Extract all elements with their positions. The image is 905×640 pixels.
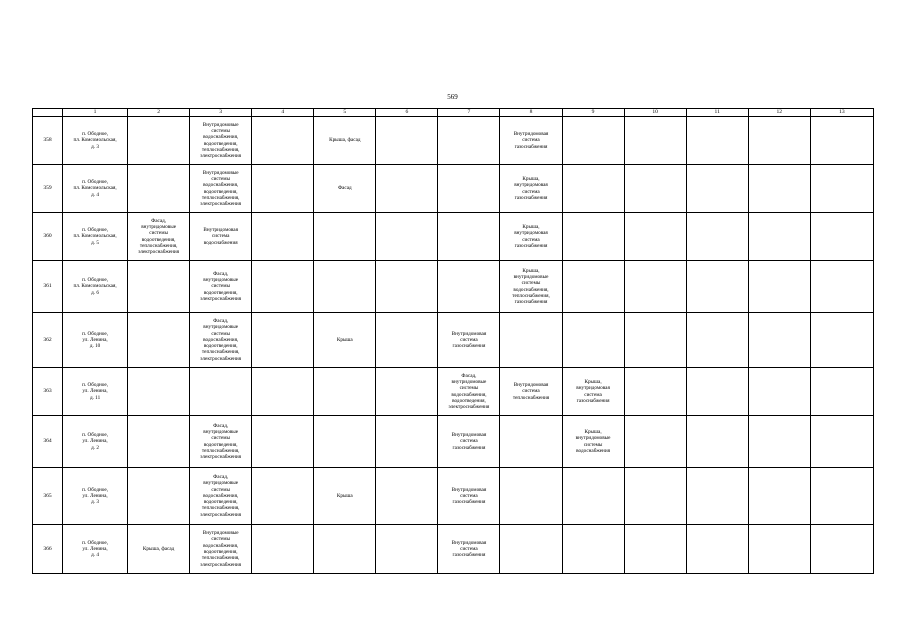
column-header: 5 <box>314 109 376 117</box>
table-cell <box>252 416 314 468</box>
table-cell <box>376 416 438 468</box>
table-cell <box>128 313 190 368</box>
table-cell <box>686 525 748 574</box>
table-cell: Внутридомовая система теплоснабжения <box>500 368 562 416</box>
row-number-cell: 358 <box>33 117 63 165</box>
table-cell <box>686 117 748 165</box>
table-cell <box>562 468 624 525</box>
table-row <box>33 368 874 416</box>
table-row <box>33 165 874 213</box>
column-header: 6 <box>376 109 438 117</box>
table-cell <box>624 117 686 165</box>
table-cell <box>624 313 686 368</box>
row-number-cell: 360 <box>33 213 63 261</box>
table-cell: Внутридомовые системы водоснабжения, водоотведения, теплоснабжения, электроснабжения <box>190 165 252 213</box>
column-header: 3 <box>190 109 252 117</box>
table-cell <box>624 165 686 213</box>
table-cell: Внутридомовая система газоснабжения <box>438 416 500 468</box>
table-cell <box>500 468 562 525</box>
table-cell <box>562 261 624 313</box>
column-header: 8 <box>500 109 562 117</box>
address-cell: п. Ободное, пл. Комсомольская, д. 4 <box>63 165 128 213</box>
table-cell: Внутридомовая система газоснабжения <box>438 313 500 368</box>
address-cell: п. Ободное, ул. Ленина, д. 4 <box>63 525 128 574</box>
table-cell <box>686 368 748 416</box>
table-cell <box>748 416 810 468</box>
table-cell <box>686 261 748 313</box>
column-header: 10 <box>624 109 686 117</box>
table-cell <box>810 313 873 368</box>
table-cell <box>314 368 376 416</box>
row-number-cell: 365 <box>33 468 63 525</box>
table-cell <box>748 313 810 368</box>
table-cell: Внутридомовые системы водоснабжения, водоотведения, теплоснабжения, электроснабжения <box>190 525 252 574</box>
table-cell <box>314 525 376 574</box>
table-cell <box>252 313 314 368</box>
table-cell <box>562 165 624 213</box>
table-cell <box>376 165 438 213</box>
table-cell <box>128 117 190 165</box>
table-cell <box>748 213 810 261</box>
table-cell <box>810 165 873 213</box>
table-cell <box>810 416 873 468</box>
table-cell: Крыша, внутридомовая система газоснабжения <box>500 165 562 213</box>
table-cell <box>252 368 314 416</box>
header-row <box>33 109 874 117</box>
table-cell <box>252 468 314 525</box>
table-cell <box>314 213 376 261</box>
table-cell <box>438 261 500 313</box>
address-cell: п. Ободное, ул. Ленина, д. 11 <box>63 368 128 416</box>
table-cell <box>624 261 686 313</box>
table-cell <box>314 416 376 468</box>
table-cell: Внутридомовая система газоснабжения <box>438 468 500 525</box>
table-cell <box>562 313 624 368</box>
table-cell <box>562 117 624 165</box>
table-cell <box>252 525 314 574</box>
table-cell <box>686 213 748 261</box>
column-header: 13 <box>810 109 873 117</box>
table-row <box>33 313 874 368</box>
table-cell <box>686 313 748 368</box>
table-cell <box>562 213 624 261</box>
table-cell <box>810 468 873 525</box>
table-cell <box>624 213 686 261</box>
table-cell <box>376 468 438 525</box>
table-cell <box>438 213 500 261</box>
table-cell <box>686 165 748 213</box>
table-cell <box>748 368 810 416</box>
table-cell <box>438 117 500 165</box>
table-cell <box>810 213 873 261</box>
table-cell <box>376 525 438 574</box>
table-cell <box>376 368 438 416</box>
table-cell <box>128 468 190 525</box>
row-number-cell: 364 <box>33 416 63 468</box>
table-cell: Крыша <box>314 313 376 368</box>
address-cell: п. Ободное, пл. Комсомольская, д. 5 <box>63 213 128 261</box>
table-row <box>33 468 874 525</box>
table-cell <box>562 525 624 574</box>
table-cell: Крыша, внутридомовая система газоснабжения <box>500 213 562 261</box>
table-cell <box>686 468 748 525</box>
table-row <box>33 416 874 468</box>
table-cell <box>252 117 314 165</box>
row-number-cell: 359 <box>33 165 63 213</box>
table-cell: Фасад, внутридомовые системы водоотведения, электроснабжения <box>190 261 252 313</box>
address-cell: п. Ободное, ул. Ленина, д. 10 <box>63 313 128 368</box>
page-number: 569 <box>447 93 458 101</box>
table-cell <box>686 416 748 468</box>
column-header: 12 <box>748 109 810 117</box>
table-cell: Фасад <box>314 165 376 213</box>
table-cell: Внутридомовые системы водоснабжения, водоотведения, теплоснабжения, электроснабжения <box>190 117 252 165</box>
table-cell <box>128 368 190 416</box>
table-cell <box>438 165 500 213</box>
table-cell <box>376 313 438 368</box>
column-header: 11 <box>686 109 748 117</box>
table-cell: Внутридомовая система газоснабжения <box>500 117 562 165</box>
table-cell <box>810 368 873 416</box>
table-cell: Фасад, внутридомовые системы водоотведения, теплоснабжения, электроснабжения <box>128 213 190 261</box>
table-cell <box>500 525 562 574</box>
table-cell: Крыша <box>314 468 376 525</box>
column-header: 1 <box>63 109 128 117</box>
table-cell <box>810 261 873 313</box>
table-cell: Крыша, внутридомовые системы водоснабжения, теплоснабжения, газоснабжения <box>500 261 562 313</box>
address-cell: п. Ободное, ул. Ленина, д. 2 <box>63 416 128 468</box>
row-number-cell: 366 <box>33 525 63 574</box>
column-header: 4 <box>252 109 314 117</box>
table-cell <box>748 261 810 313</box>
table-cell <box>500 313 562 368</box>
table-cell <box>128 165 190 213</box>
table-cell <box>252 213 314 261</box>
table-cell: Фасад, внутридомовые системы водоснабжения, водоотведения, теплоснабжения, электроснабжения <box>190 313 252 368</box>
table-cell <box>748 117 810 165</box>
table-cell: Внутридомовая система газоснабжения <box>438 525 500 574</box>
table-cell <box>624 416 686 468</box>
table-cell <box>376 213 438 261</box>
column-header: 9 <box>562 109 624 117</box>
table-row <box>33 117 874 165</box>
table-cell <box>748 525 810 574</box>
table-row <box>33 213 874 261</box>
table-cell: Фасад, внутридомовые системы водоснабжения, водоотведения, теплоснабжения, электроснабжения <box>190 468 252 525</box>
table-cell <box>500 416 562 468</box>
table-cell <box>810 525 873 574</box>
table-cell <box>624 468 686 525</box>
table-cell: Внутридомовая система водоснабжения <box>190 213 252 261</box>
table-cell: Крыша, фасад <box>314 117 376 165</box>
column-header: 2 <box>128 109 190 117</box>
address-cell: п. Ободное, ул. Ленина, д. 3 <box>63 468 128 525</box>
table-cell: Крыша, фасад <box>128 525 190 574</box>
table-row <box>33 261 874 313</box>
table-cell <box>314 261 376 313</box>
table-cell: Крыша, внутридомовая система газоснабжения <box>562 368 624 416</box>
table-cell <box>624 525 686 574</box>
row-number-cell: 361 <box>33 261 63 313</box>
table-cell <box>624 368 686 416</box>
table-cell <box>376 261 438 313</box>
table-cell <box>376 117 438 165</box>
table-cell <box>128 416 190 468</box>
row-number-cell: 363 <box>33 368 63 416</box>
table-cell <box>252 165 314 213</box>
table-cell <box>252 261 314 313</box>
column-header: 7 <box>438 109 500 117</box>
table-cell: Фасад, внутридомовые системы водоснабжения, водоотведения, электроснабжения <box>438 368 500 416</box>
repair-schedule-table <box>32 108 874 574</box>
table-cell: Фасад, внутридомовые системы водоотведения, теплоснабжения, электроснабжения <box>190 416 252 468</box>
row-number-cell: 362 <box>33 313 63 368</box>
table-cell: Крыша, внутридомовые системы водоснабжения <box>562 416 624 468</box>
table-cell <box>748 468 810 525</box>
address-cell: п. Ободное, пл. Комсомольская, д. 3 <box>63 117 128 165</box>
table-row <box>33 525 874 574</box>
table-cell <box>128 261 190 313</box>
header-corner-cell <box>33 109 63 117</box>
table-cell <box>190 368 252 416</box>
table-cell <box>810 117 873 165</box>
table-cell <box>748 165 810 213</box>
address-cell: п. Ободное, пл. Комсомольская, д. 6 <box>63 261 128 313</box>
